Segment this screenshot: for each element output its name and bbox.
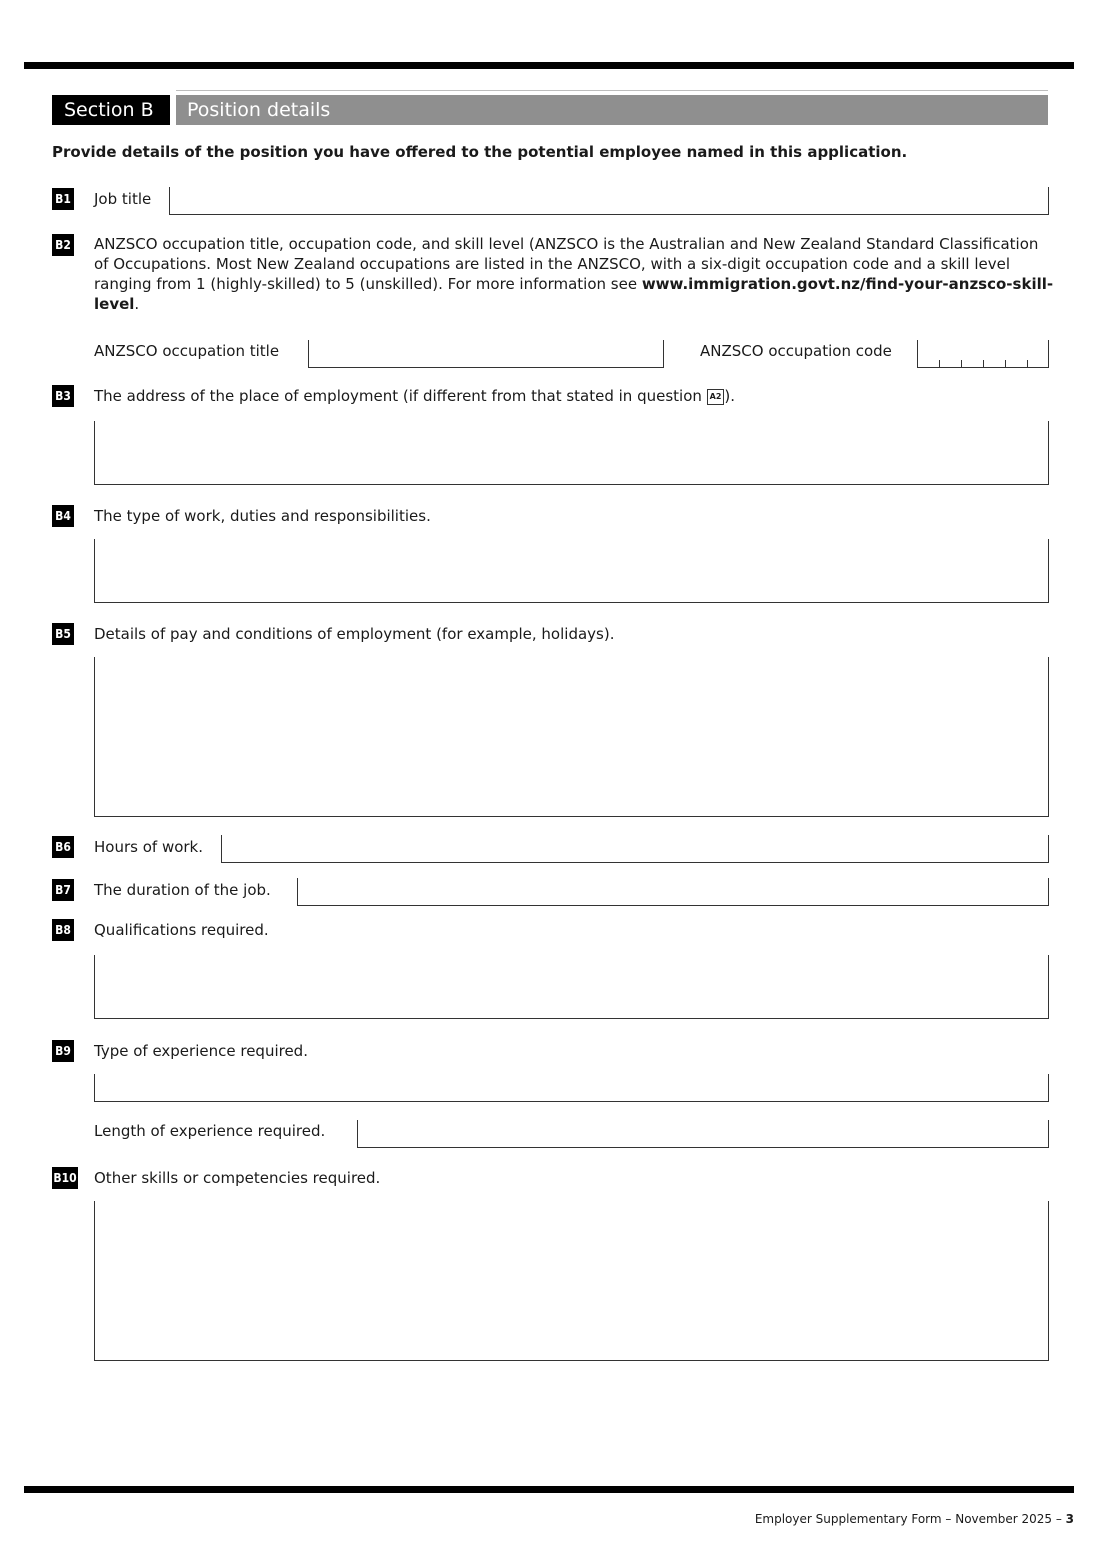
work-type-label: The type of work, duties and responsibilities. [94, 507, 431, 525]
job-duration-label: The duration of the job. [94, 881, 271, 899]
anzsco-title-label: ANZSCO occupation title [94, 342, 280, 360]
job-title-label: Job title [94, 190, 152, 208]
question-number-b9: B9 [52, 1040, 74, 1062]
bottom-rule [24, 1486, 1074, 1493]
question-number-b2: B2 [52, 234, 74, 256]
other-skills-label: Other skills or competencies required. [94, 1169, 381, 1187]
experience-length-label: Length of experience required. [94, 1122, 326, 1140]
job-title-field[interactable] [169, 187, 1049, 215]
question-number-b3: B3 [52, 385, 74, 407]
pay-conditions-label: Details of pay and conditions of employment (for example, holidays). [94, 625, 615, 643]
code-digit-divider [983, 360, 984, 367]
workplace-address-field[interactable] [94, 421, 1049, 485]
question-number-b5: B5 [52, 623, 74, 645]
experience-type-label: Type of experience required. [94, 1042, 308, 1060]
experience-type-field[interactable] [94, 1074, 1049, 1102]
section-top-line [176, 90, 1048, 91]
workplace-address-label-text: The address of the place of employment (if different from that stated in question [94, 387, 707, 405]
pay-conditions-field[interactable] [94, 657, 1049, 817]
qualifications-label: Qualifications required. [94, 921, 269, 939]
anzsco-description [94, 234, 1054, 314]
code-digit-divider [1027, 360, 1028, 367]
code-digit-divider [961, 360, 962, 367]
anzsco-code-label: ANZSCO occupation code [700, 342, 892, 360]
qualifications-field[interactable] [94, 955, 1049, 1019]
question-number-b4: B4 [52, 505, 74, 527]
anzsco-link[interactable]: www.immigration.govt.nz/find-your-anzsco-skill-level [94, 275, 1054, 313]
code-digit-divider [1005, 360, 1006, 367]
workplace-address-label-end: ). [724, 387, 736, 405]
page-number: 3 [1065, 1512, 1074, 1526]
code-digit-divider [939, 360, 940, 367]
section-tag: Section B [52, 95, 170, 125]
page-footer [755, 1512, 1074, 1526]
job-duration-field[interactable] [297, 878, 1049, 906]
question-number-b10: B10 [52, 1167, 78, 1189]
question-number-b8: B8 [52, 919, 74, 941]
other-skills-field[interactable] [94, 1201, 1049, 1361]
workplace-address-label [94, 387, 735, 405]
question-number-b1: B1 [52, 188, 74, 210]
hours-of-work-field[interactable] [221, 835, 1049, 863]
question-number-b7: B7 [52, 879, 74, 901]
footer-text: Employer Supplementary Form – November 2025 – [754, 1512, 1066, 1526]
anzsco-title-field[interactable] [308, 340, 664, 368]
experience-length-field[interactable] [357, 1120, 1049, 1148]
anzsco-code-field[interactable] [917, 340, 1049, 368]
top-rule [24, 62, 1074, 69]
anzsco-description-end: . [134, 295, 140, 313]
work-type-field[interactable] [94, 539, 1049, 603]
hours-of-work-label: Hours of work. [94, 838, 204, 856]
question-ref-a2: A2 [707, 389, 725, 405]
intro-text: Provide details of the position you have offered to the potential employee named in this application. [52, 143, 908, 161]
question-number-b6: B6 [52, 836, 74, 858]
anzsco-description-text: ANZSCO occupation title, occupation code, and skill level (ANZSCO is the Australian and New Zealand Standard Classification of Occupations. Most New Zealand occupations are listed in the ANZSCO, with a six-digit occupation code and a skill level ranging from 1 (highly-skilled) to 5 (unskilled). For more information see [94, 235, 1039, 293]
section-title: Position details [176, 95, 1048, 125]
